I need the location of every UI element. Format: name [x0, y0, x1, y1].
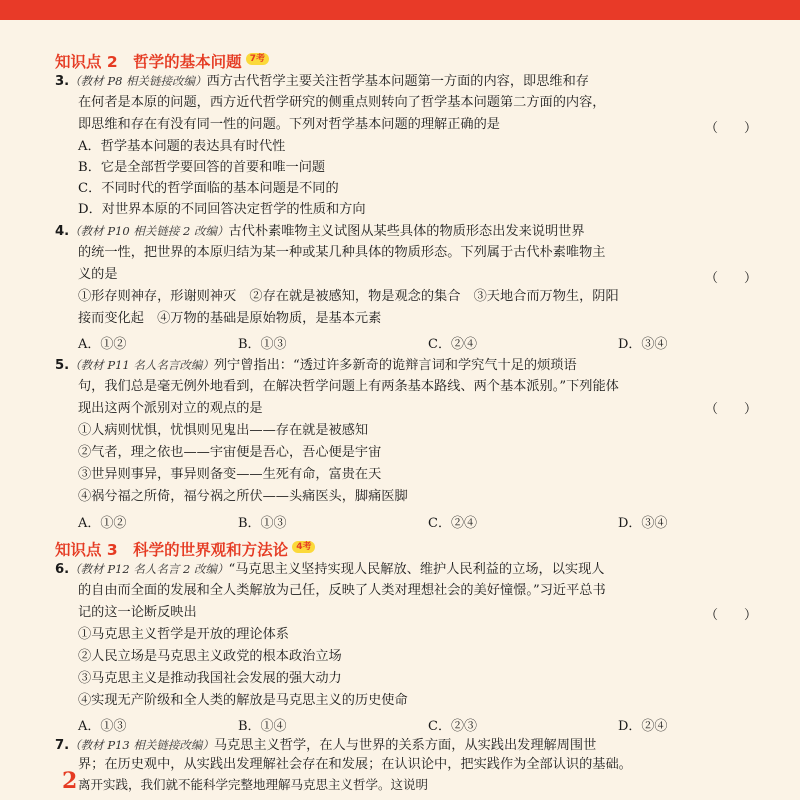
- q4-stem-line: 4.（教材 P10 相关链接 2 改编）古代朴素唯物主义试图从某些具体的物质形态出发来说明世界: [55, 224, 585, 239]
- answer-blank[interactable]: （ ）: [705, 121, 758, 136]
- exam-count-badge: 4考: [292, 541, 315, 553]
- q5-stem-line: 现出这两个派别对立的观点的是: [78, 401, 263, 416]
- statement-line: ④祸兮福之所倚，福兮祸之所伏——头痛医头，脚痛医脚: [78, 489, 408, 504]
- statement-line: ②气者，理之依也——宇宙便是吾心，吾心便是宇宙: [78, 445, 382, 460]
- q6-stem-line: 记的这一论断反映出: [78, 605, 197, 620]
- answer-blank[interactable]: （ ）: [705, 271, 758, 286]
- option-a: A．①②: [78, 516, 127, 531]
- q5-stem-line: 句，我们总是毫无例外地看到，在解决哲学问题上有两条基本路线、两个基本派别。”下列能体: [78, 379, 619, 394]
- option-a: A．①③: [78, 719, 127, 734]
- statement-line: 接而变化起 ④万物的基础是原始物质，是基本元素: [78, 311, 382, 326]
- option-b: B．它是全部哲学要回答的首要和唯一问题: [78, 160, 326, 175]
- q5-stem-line: 5.（教材 P11 名人名言改编）列宁曾指出：“透过许多新奇的诡辩言词和学究气十足的烦琐语: [55, 358, 577, 373]
- page-number: 2: [62, 768, 78, 794]
- option-c: C．不同时代的哲学面临的基本问题是不同的: [78, 181, 339, 196]
- statement-line: ④实现无产阶级和全人类的解放是马克思主义的历史使命: [78, 693, 408, 708]
- q6-stem-line: 6.（教材 P12 名人名言 2 改编）“马克思主义坚持实现人民解放、维护人民利益的立场，以实现人: [55, 562, 605, 577]
- option-d: D．对世界本原的不同回答决定哲学的性质和方向: [78, 202, 366, 217]
- q6-stem-line: 的自由而全面的发展和全人类解放为己任，反映了人类对理想社会的美好憧憬。”习近平总书: [78, 583, 606, 598]
- option-b: B．①③: [238, 337, 287, 352]
- option-c: C．②④: [428, 337, 477, 352]
- q7-stem-line: 离开实践，我们就不能科学完整地理解马克思主义哲学。这说明: [78, 777, 429, 792]
- q4-stem-line: 的统一性，把世界的本原归结为某一种或某几种具体的物质形态。下列属于古代朴素唯物主: [78, 245, 606, 260]
- option-b: B．①③: [238, 516, 287, 531]
- statement-line: ①人病则忧惧，忧惧则见鬼出——存在就是被感知: [78, 423, 369, 438]
- option-c: C．②③: [428, 719, 477, 734]
- statement-line: ①形存则神存，形谢则神灭 ②存在就是被感知，物是观念的集合 ③天地合而万物生，阴阳: [78, 289, 619, 304]
- option-d: D．③④: [618, 516, 668, 531]
- answer-blank[interactable]: （ ）: [705, 402, 758, 417]
- q7-stem-line: 界；在历史观中，从实践出发理解社会存在和发展；在认识论中，把实践作为全部认识的基础。: [78, 757, 632, 772]
- option-a: A．哲学基本问题的表达具有时代性: [78, 139, 286, 154]
- option-c: C．②④: [428, 516, 477, 531]
- q3-stem-line: 在何者是本原的问题，西方近代哲学研究的侧重点则转向了哲学基本问题第二方面的内容，: [78, 95, 606, 110]
- top-color-bar: [0, 0, 800, 20]
- statement-line: ③马克思主义是推动我国社会发展的强大动力: [78, 671, 342, 686]
- answer-blank[interactable]: （ ）: [705, 608, 758, 623]
- q7-stem-line: 7.（教材 P13 相关链接改编）马克思主义哲学，在人与世界的关系方面，从实践出发理解周围世: [55, 738, 597, 753]
- option-b: B．①④: [238, 719, 287, 734]
- option-a: A．①②: [78, 337, 127, 352]
- option-d: D．②④: [618, 719, 668, 734]
- exam-count-badge: 7考: [246, 53, 269, 65]
- q4-stem-line: 义的是: [78, 267, 118, 282]
- statement-line: ②人民立场是马克思主义政党的根本政治立场: [78, 649, 342, 664]
- q3-stem-line: 即思维和存在有没有同一性的问题。下列对哲学基本问题的理解正确的是: [78, 117, 500, 132]
- statement-line: ③世异则事异，事异则备变——生死有命，富贵在天: [78, 467, 382, 482]
- option-d: D．③④: [618, 337, 668, 352]
- section-heading-3: 知识点 3 科学的世界观和方法论 4考: [55, 538, 315, 560]
- section-heading-2: 知识点 2 哲学的基本问题 7考: [55, 50, 269, 72]
- q3-stem-line: 3.（教材 P8 相关链接改编）西方古代哲学主要关注哲学基本问题第一方面的内容，即思维和存: [55, 74, 589, 89]
- statement-line: ①马克思主义哲学是开放的理论体系: [78, 627, 289, 642]
